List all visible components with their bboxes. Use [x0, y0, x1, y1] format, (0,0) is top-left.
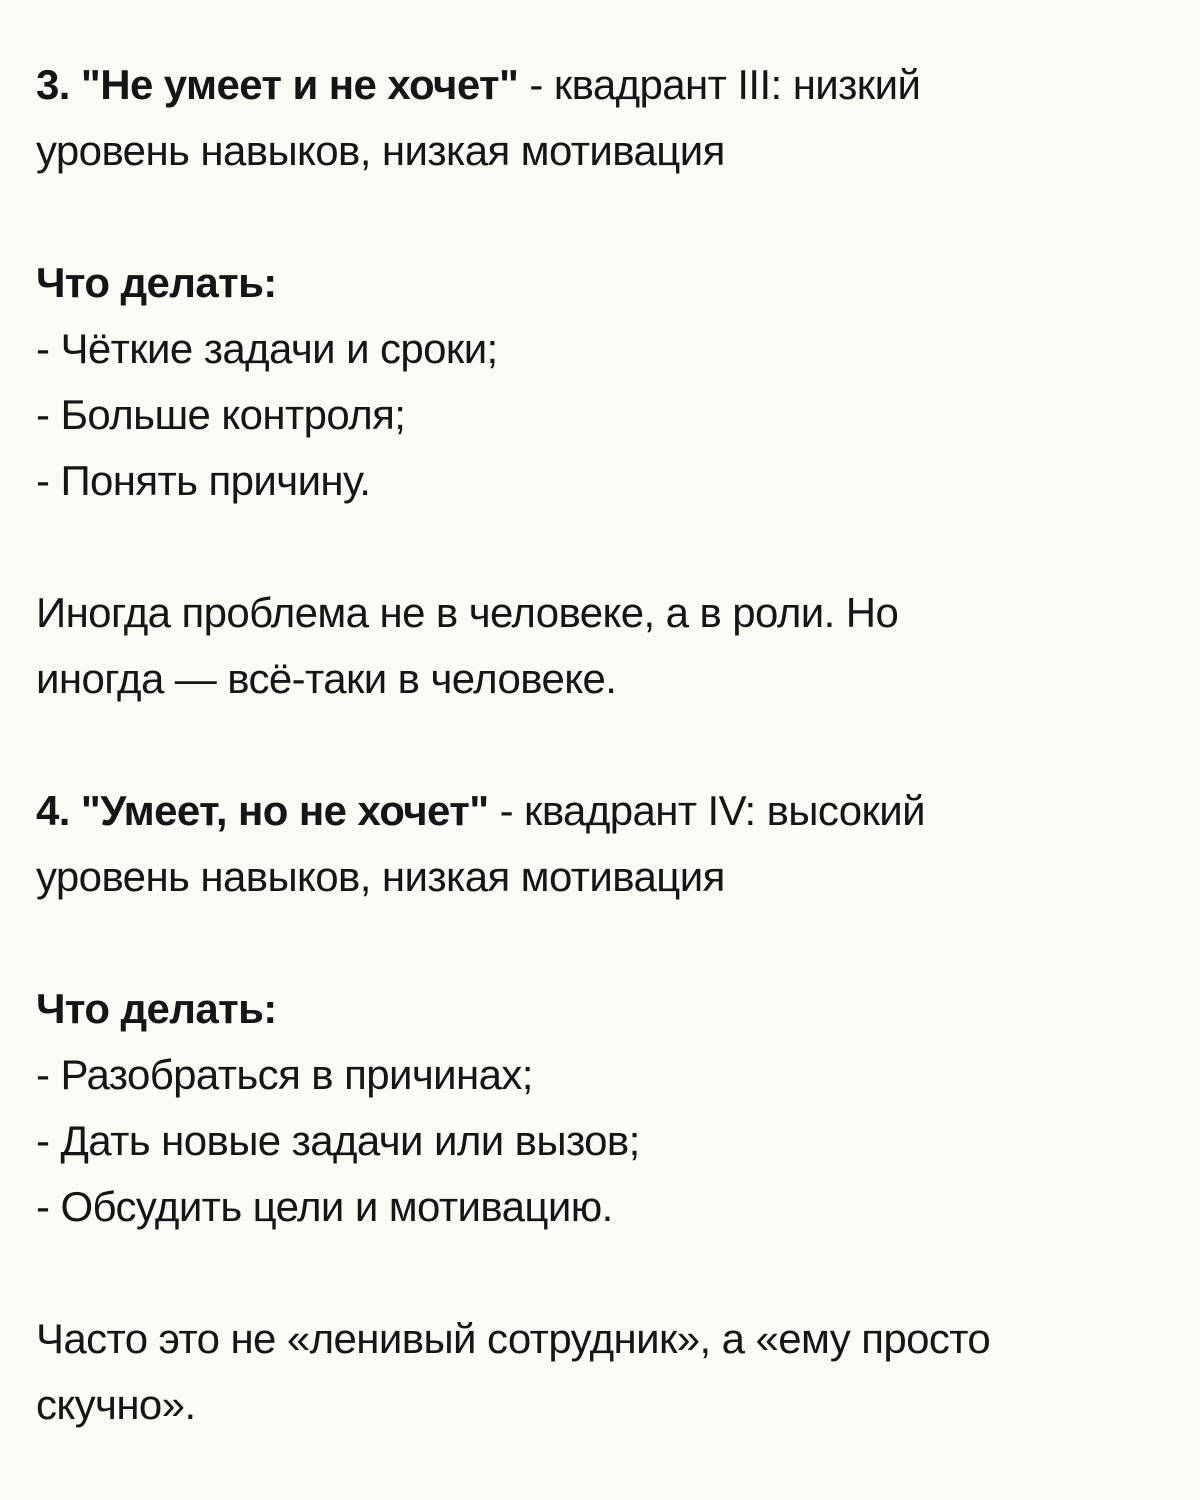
section-3-list-item: - Чёткие задачи и сроки;	[36, 325, 498, 372]
section-3-heading	[36, 52, 1160, 118]
section-3-note-line2: иногда — всё-таки в человеке.	[36, 655, 617, 702]
section-4-heading-bold: 4. "Умеет, но не хочет"	[36, 787, 489, 834]
section-3-heading-rest: - квадрант III: низкий	[518, 61, 921, 108]
section-4-heading	[36, 778, 1160, 844]
spacer	[36, 514, 1160, 580]
spacer	[36, 712, 1160, 778]
section-4-list-item: - Разобраться в причинах;	[36, 1051, 533, 1098]
section-3-list-item: - Понять причину.	[36, 457, 371, 504]
section-3-note-line1: Иногда проблема не в человеке, а в роли. Но	[36, 589, 899, 636]
spacer	[36, 184, 1160, 250]
section-4-heading-line2: уровень навыков, низкая мотивация	[36, 853, 725, 900]
section-4-heading-rest: - квадрант IV: высокий	[488, 787, 926, 834]
spacer	[36, 910, 1160, 976]
section-4-list-item: - Дать новые задачи или вызов;	[36, 1117, 640, 1164]
section-4-what-to-do: Что делать:	[36, 985, 277, 1032]
section-4	[36, 778, 1160, 1438]
section-4-list-item: - Обсудить цели и мотивацию.	[36, 1183, 613, 1230]
section-3-heading-bold: 3. "Не умеет и не хочет"	[36, 61, 519, 108]
section-3	[36, 52, 1160, 712]
section-4-note-line2: скучно».	[36, 1381, 196, 1428]
section-4-note-line1: Часто это не «ленивый сотрудник», а «ему просто	[36, 1315, 991, 1362]
section-3-what-to-do: Что делать:	[36, 259, 277, 306]
section-3-list-item: - Больше контроля;	[36, 391, 406, 438]
spacer	[36, 1240, 1160, 1306]
section-3-heading-line2: уровень навыков, низкая мотивация	[36, 127, 725, 174]
